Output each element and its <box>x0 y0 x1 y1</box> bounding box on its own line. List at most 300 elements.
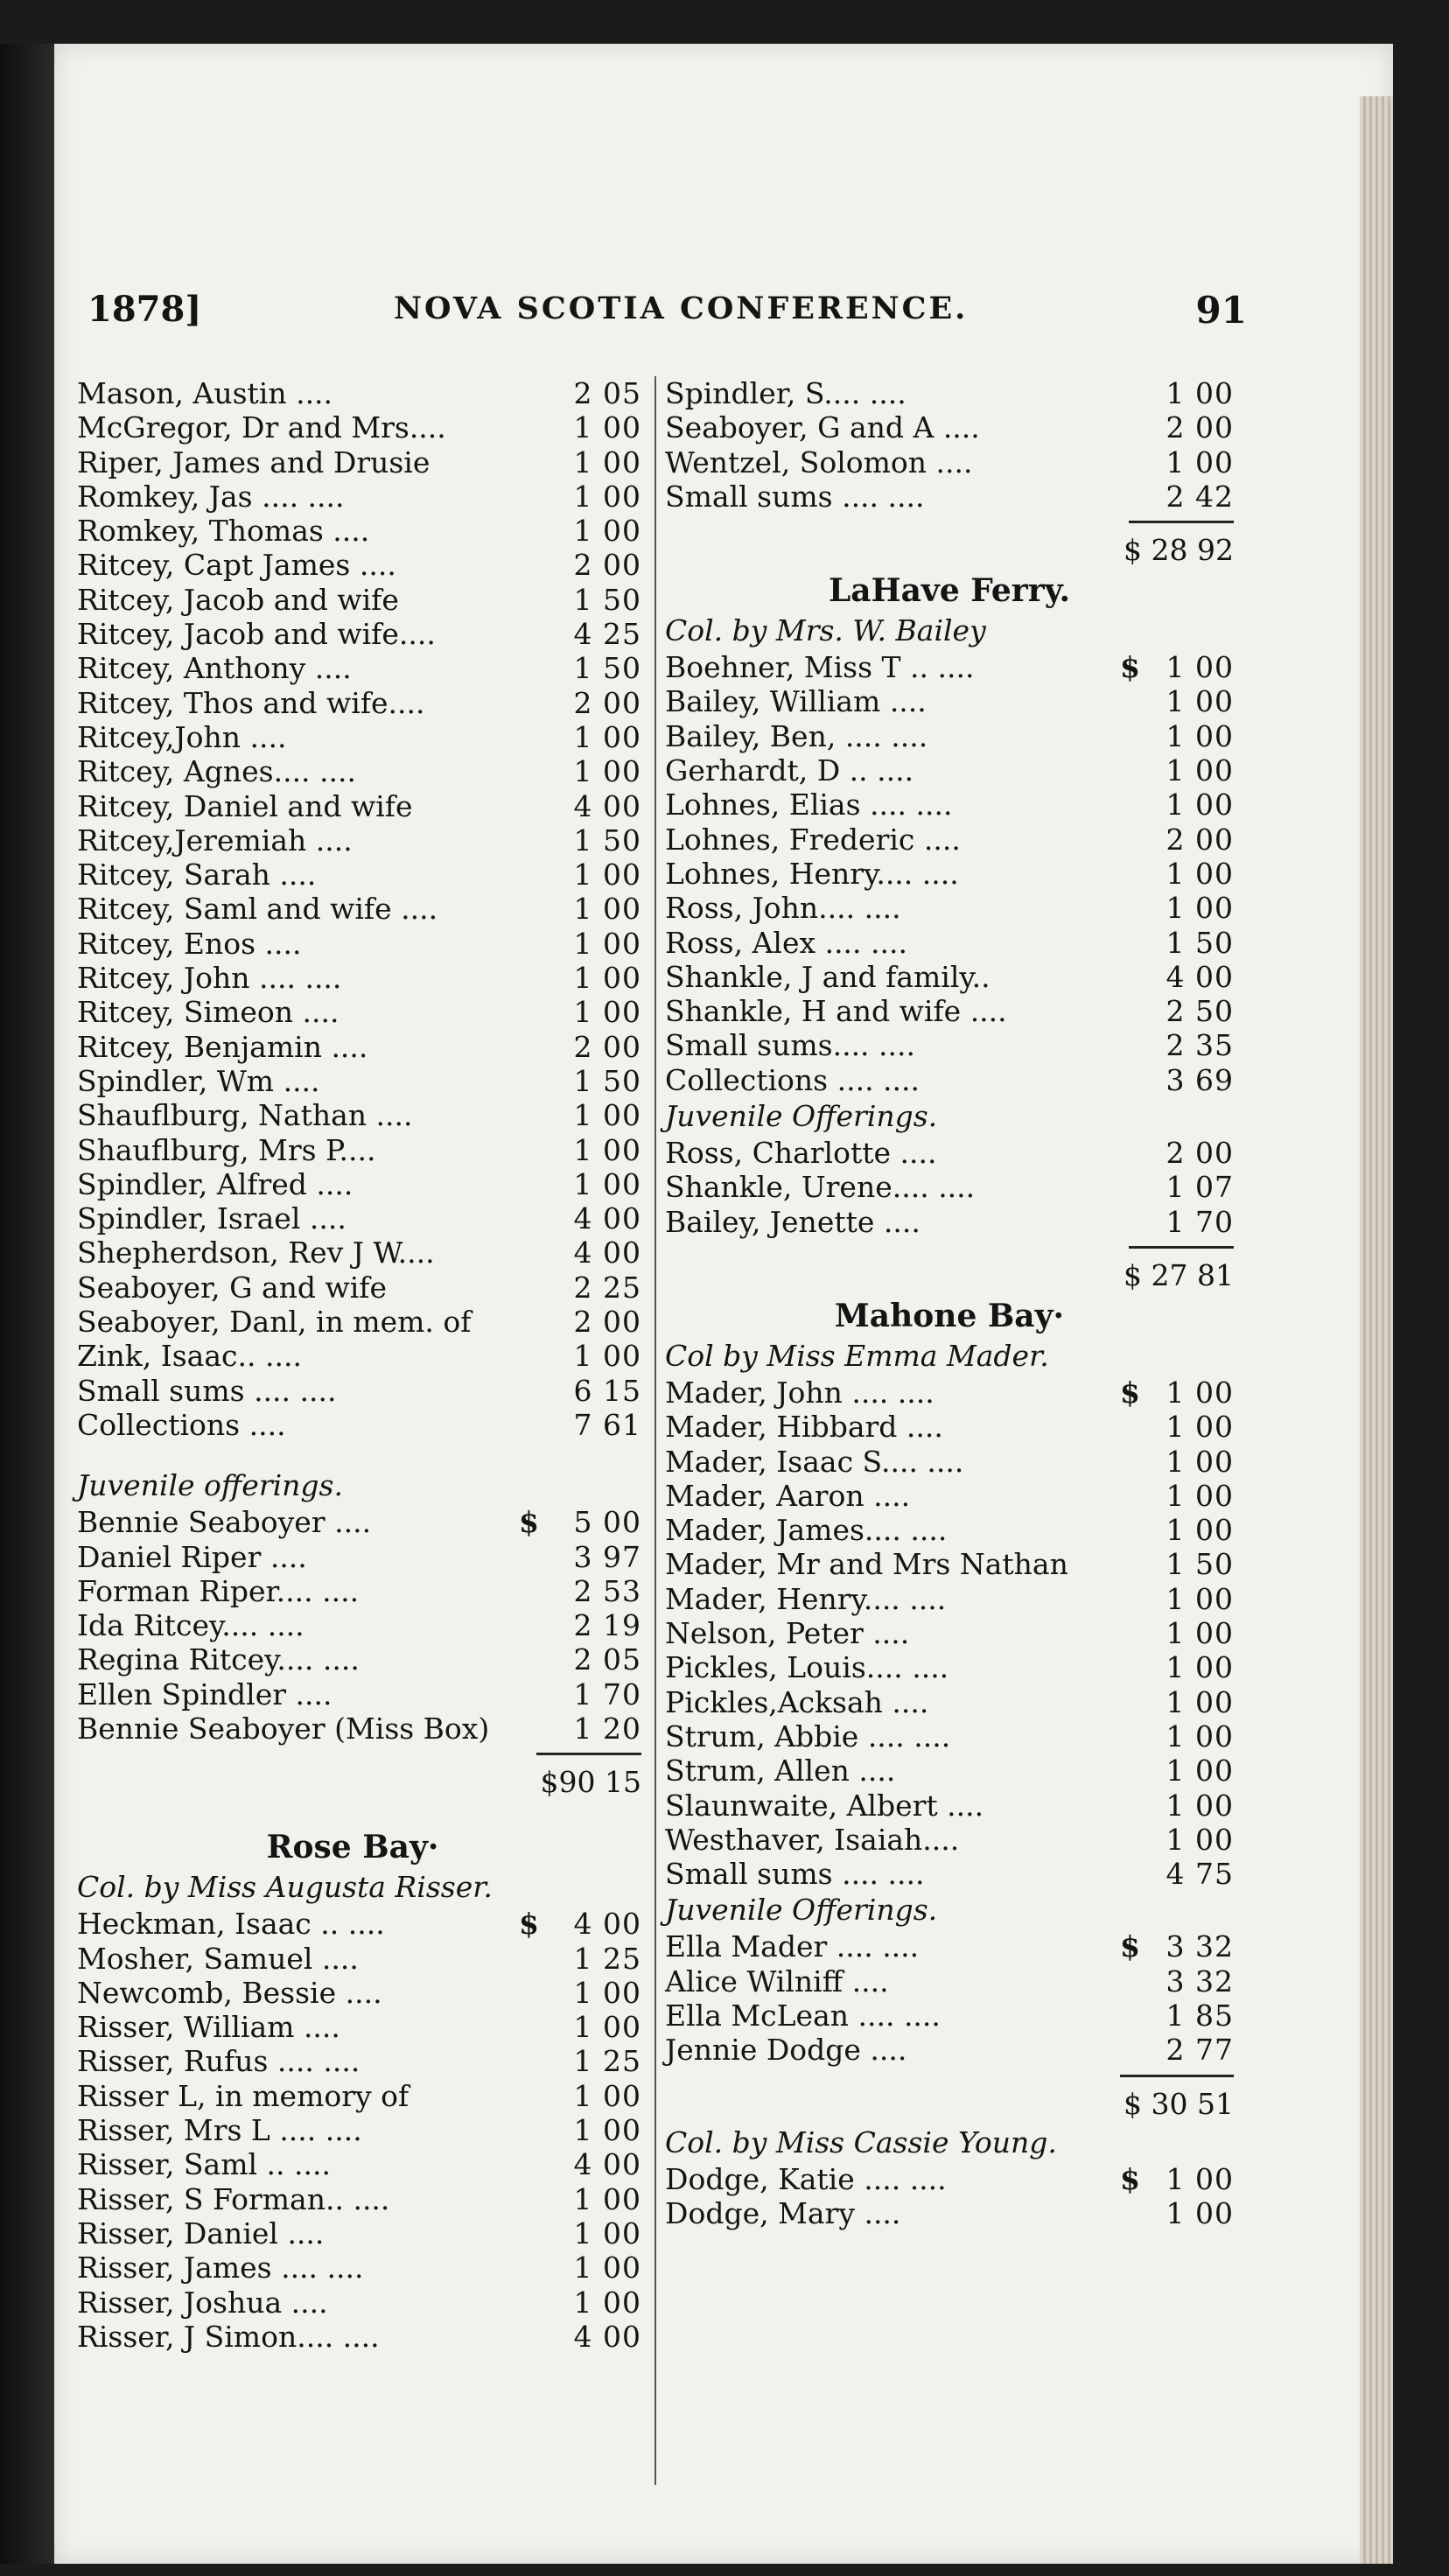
donation-amount: 1 00 <box>1166 1444 1234 1479</box>
donor-name: Risser, Rufus .... .... <box>77 2044 360 2079</box>
donor-name: Spindler, Alfred .... <box>77 1166 354 1201</box>
list-item <box>665 788 1234 822</box>
collector-line: Col. by Mrs. W. Bailey <box>665 613 986 648</box>
donation-amount: 4 00 <box>573 1907 641 1942</box>
donor-name: Slaunwaite, Albert .... <box>665 1788 984 1823</box>
section-title: Mahone Bay· <box>834 1297 1065 1334</box>
list-item <box>77 1505 641 1540</box>
donor-name: Seaboyer, G and A .... <box>665 410 980 445</box>
donation-amount: 2 00 <box>1166 1136 1234 1171</box>
donation-amount: 1 70 <box>573 1676 641 1712</box>
list-item <box>665 2196 1234 2230</box>
list-item <box>665 1998 1234 2033</box>
donation-amount: 1 00 <box>1166 788 1234 822</box>
list-item <box>77 1941 641 1976</box>
donor-name: Forman Riper.... .... <box>77 1573 360 1608</box>
donation-amount: 1 00 <box>1166 444 1234 480</box>
list-item <box>77 1573 641 1608</box>
section-title: LaHave Ferry. <box>828 572 1071 610</box>
list-item <box>665 2033 1234 2067</box>
donor-name: Collections .... .... <box>665 1062 920 1097</box>
donor-name: Risser, S Forman.. .... <box>77 2181 390 2216</box>
donation-amount: 2 00 <box>573 685 641 720</box>
total-rule-row <box>665 514 1234 531</box>
list-item <box>665 1823 1234 1857</box>
donor-name: Romkey, Thomas .... <box>77 514 370 549</box>
list-item <box>665 994 1234 1028</box>
donor-name: Mader, Hibbard .... <box>665 1410 943 1445</box>
list-item <box>77 479 641 514</box>
donor-name: Zink, Isaac.. .... <box>77 1339 302 1374</box>
donor-name: Mader, Aaron .... <box>665 1478 911 1513</box>
list-item <box>665 1479 1234 1513</box>
donor-name: Risser, William .... <box>77 2010 340 2045</box>
list-item <box>77 582 641 617</box>
section-total <box>77 1763 641 1802</box>
collector-line: Col. by Miss Cassie Young. <box>665 2124 1057 2160</box>
donation-amount: 1 00 <box>573 479 641 514</box>
donation-amount: 1 00 <box>573 961 641 996</box>
donation-amount: 1 00 <box>1166 718 1234 753</box>
donor-name: Ritcey, Simeon .... <box>77 995 340 1030</box>
donation-amount: 4 75 <box>1166 1857 1234 1892</box>
donation-amount: 1 00 <box>573 2181 641 2216</box>
donor-name: Shauflburg, Mrs P.... <box>77 1132 376 1167</box>
donation-amount: 1 00 <box>1166 2161 1234 2196</box>
donor-name: Spindler, Wm .... <box>77 1063 320 1098</box>
right-column <box>665 376 1234 2230</box>
donation-amount: 4 00 <box>1166 959 1234 994</box>
list-item <box>665 1582 1234 1616</box>
donation-amount: 1 20 <box>573 1711 641 1746</box>
donor-name: Ritcey, Jacob and wife.... <box>77 617 436 652</box>
donation-amount: 1 00 <box>1166 1822 1234 1857</box>
donor-name: Dodge, Mary .... <box>665 2195 901 2230</box>
donation-amount: 7 61 <box>573 1407 641 1442</box>
donor-name: Bennie Seaboyer (Miss Box) <box>77 1711 490 1746</box>
donation-amount: 1 00 <box>1166 1754 1234 1788</box>
section-total <box>665 531 1234 570</box>
donor-name: Mader, James.... .... <box>665 1513 948 1548</box>
header-year: 1878] <box>88 289 202 330</box>
list-item <box>77 1676 641 1712</box>
list-item <box>77 2216 641 2250</box>
donation-amount: 1 50 <box>573 822 641 858</box>
donation-amount: 3 97 <box>573 1539 641 1574</box>
donor-name: Ella McLean .... .... <box>665 1998 941 2033</box>
donor-name: Ritcey, Saml and wife .... <box>77 892 438 927</box>
donor-name: Shauflburg, Nathan .... <box>77 1098 413 1133</box>
list-item <box>665 2162 1234 2196</box>
donor-name: Newcomb, Bessie .... <box>77 1975 382 2010</box>
donor-name: Ritcey, John .... .... <box>77 961 342 996</box>
donation-amount: 2 05 <box>573 1642 641 1677</box>
donor-name: Strum, Allen .... <box>665 1754 896 1788</box>
donation-amount: 1 00 <box>573 2113 641 2148</box>
donation-amount: 1 50 <box>1166 1547 1234 1582</box>
juvenile-heading: Juvenile offerings. <box>77 1468 343 1503</box>
list-item <box>665 1788 1234 1823</box>
donor-name: Mason, Austin .... <box>77 376 333 410</box>
list-item <box>77 1975 641 2010</box>
list-item <box>77 995 641 1030</box>
list-item <box>665 1513 1234 1547</box>
donor-name: Risser, Joshua .... <box>77 2285 328 2320</box>
donation-amount: 1 00 <box>1166 1581 1234 1616</box>
donation-amount: 1 50 <box>573 651 641 686</box>
donor-name: Daniel Riper .... <box>77 1539 307 1574</box>
section-total-amount: $90 15 <box>540 1765 641 1800</box>
donation-amount: 2 00 <box>573 548 641 583</box>
list-item <box>77 651 641 686</box>
list-item <box>665 1547 1234 1581</box>
donation-amount: 4 00 <box>573 2319 641 2354</box>
donation-amount: 4 00 <box>573 1236 641 1270</box>
donation-amount: 1 00 <box>1166 753 1234 788</box>
list-item <box>77 1642 641 1677</box>
donation-amount: 2 00 <box>573 1029 641 1064</box>
list-item <box>665 960 1234 994</box>
donation-amount: 3 69 <box>1166 1062 1234 1097</box>
donation-amount: 1 25 <box>573 2044 641 2079</box>
list-item <box>665 1028 1234 1062</box>
donor-name: Shepherdson, Rev J W.... <box>77 1236 435 1270</box>
donation-amount: 3 32 <box>1166 1929 1234 1964</box>
donation-amount: 2 50 <box>1166 994 1234 1029</box>
list-item <box>77 410 641 445</box>
donation-amount: 1 00 <box>573 926 641 961</box>
donation-amount: 1 70 <box>1166 1204 1234 1239</box>
donation-amount: 1 00 <box>573 514 641 549</box>
donation-amount: 2 05 <box>573 376 641 410</box>
donor-name: Jennie Dodge .... <box>665 2033 907 2068</box>
donation-amount: 1 00 <box>1166 1788 1234 1823</box>
donor-name: Dodge, Katie .... .... <box>665 2161 947 2196</box>
donor-name: Small sums .... .... <box>665 479 925 514</box>
donor-name: Ida Ritcey.... .... <box>77 1608 304 1643</box>
currency-sign: $ <box>1120 1929 1140 1964</box>
donation-amount: 1 00 <box>573 2078 641 2113</box>
donation-amount: 1 00 <box>573 2010 641 2045</box>
list-item <box>665 684 1234 718</box>
donation-amount: 2 00 <box>1166 822 1234 857</box>
donor-name: Boehner, Miss T .. .... <box>665 650 975 685</box>
donor-name: Risser, James .... .... <box>77 2250 364 2286</box>
list-item <box>77 1098 641 1133</box>
currency-sign: $ <box>519 1505 539 1540</box>
book-left-edge <box>0 44 54 2564</box>
list-item <box>77 754 641 789</box>
donation-amount: 1 00 <box>1166 1375 1234 1410</box>
currency-sign: $ <box>1120 2161 1140 2196</box>
list-item <box>77 2113 641 2148</box>
spacer <box>77 1442 628 1466</box>
list-item <box>665 1964 1234 1998</box>
list-item <box>77 822 641 858</box>
donation-amount: 2 53 <box>573 1573 641 1608</box>
list-item <box>665 410 1234 444</box>
donation-amount: 1 00 <box>1166 650 1234 685</box>
donation-amount: 1 00 <box>573 2285 641 2320</box>
donor-name: Mader, Mr and Mrs Nathan <box>665 1547 1068 1582</box>
section-total-amount: $ 27 81 <box>1124 1257 1234 1292</box>
list-item <box>77 1711 641 1746</box>
donor-name: Ritcey,Jeremiah .... <box>77 822 353 858</box>
list-item <box>77 892 641 927</box>
list-item <box>665 1445 1234 1479</box>
donation-amount: 1 00 <box>1166 856 1234 891</box>
list-item <box>665 1719 1234 1754</box>
donor-name: Gerhardt, D .. .... <box>665 753 914 788</box>
list-item <box>77 858 641 892</box>
donation-amount: 1 00 <box>573 444 641 480</box>
donor-name: Ritcey,John .... <box>77 719 287 754</box>
donor-name: Risser, Mrs L .... .... <box>77 2113 362 2148</box>
donor-name: Small sums .... .... <box>77 1373 337 1408</box>
donation-amount: 6 15 <box>573 1373 641 1408</box>
header-title: NOVA SCOTIA CONFERENCE. <box>394 290 969 326</box>
list-item <box>77 617 641 652</box>
donor-name: Ritcey, Thos and wife.... <box>77 685 425 720</box>
collector-line: Col by Miss Emma Mader. <box>665 1338 1049 1373</box>
list-item <box>665 1136 1234 1170</box>
list-item <box>77 926 641 961</box>
donation-amount: 1 00 <box>573 1132 641 1167</box>
total-rule-row <box>77 1746 628 1763</box>
donor-name: Risser, J Simon.... .... <box>77 2319 380 2354</box>
list-item <box>77 1201 641 1236</box>
list-item <box>665 480 1234 514</box>
section-total <box>665 2085 1234 2124</box>
list-item <box>77 1407 641 1442</box>
donor-name: Westhaver, Isaiah.... <box>665 1822 960 1857</box>
donation-amount: 1 00 <box>573 2250 641 2286</box>
list-item <box>77 1166 641 1201</box>
donor-name: Strum, Abbie .... .... <box>665 1718 951 1754</box>
page-header <box>88 289 1247 332</box>
donor-name: Ritcey, Jacob and wife <box>77 582 399 617</box>
spacer <box>77 1802 628 1826</box>
donor-name: Collections .... <box>77 1407 286 1442</box>
donor-name: Regina Ritcey.... .... <box>77 1642 360 1677</box>
donor-name: Ritcey, Sarah .... <box>77 858 317 892</box>
list-item <box>77 1539 641 1574</box>
section-title: Rose Bay· <box>266 1829 439 1866</box>
total-rule <box>1120 2075 1234 2077</box>
section-total <box>665 1256 1234 1295</box>
donor-name: Ritcey, Capt James .... <box>77 548 396 583</box>
donation-amount: 1 00 <box>573 1098 641 1133</box>
list-item <box>77 788 641 823</box>
list-item <box>665 1170 1234 1204</box>
list-item <box>77 1270 641 1305</box>
donation-amount: 1 00 <box>1166 1478 1234 1513</box>
donation-amount: 1 00 <box>573 892 641 927</box>
currency-sign: $ <box>1120 1375 1140 1410</box>
total-rule-row <box>665 2068 1234 2085</box>
donor-name: Pickles, Louis.... .... <box>665 1650 949 1685</box>
donation-amount: 5 00 <box>573 1505 641 1540</box>
donor-name: Alice Wilniff .... <box>665 1964 889 1998</box>
list-item <box>665 753 1234 788</box>
list-item <box>77 2181 641 2216</box>
list-item <box>665 445 1234 480</box>
list-item <box>665 1650 1234 1684</box>
donation-amount: 1 00 <box>573 719 641 754</box>
donor-name: Lohnes, Henry.... .... <box>665 856 959 891</box>
donor-name: Small sums .... .... <box>665 1857 925 1892</box>
list-item <box>665 1376 1234 1410</box>
list-item <box>77 1373 641 1408</box>
donation-amount: 1 07 <box>1166 1170 1234 1205</box>
donor-name: Seaboyer, Danl, in mem. of <box>77 1305 472 1340</box>
donor-name: Ritcey, Enos .... <box>77 926 302 961</box>
donor-name: Ellen Spindler .... <box>77 1676 332 1712</box>
list-item <box>77 685 641 720</box>
donor-name: Small sums.... .... <box>665 1028 915 1063</box>
donation-amount: 1 00 <box>573 1166 641 1201</box>
donation-amount: 1 00 <box>573 858 641 892</box>
donation-amount: 2 00 <box>1166 410 1234 445</box>
donor-name: Risser, Daniel .... <box>77 2216 325 2250</box>
juvenile-heading: Juvenile Offerings. <box>665 1099 938 1134</box>
donation-amount: 2 77 <box>1166 2033 1234 2068</box>
donor-name: Heckman, Isaac .. .... <box>77 1907 385 1942</box>
list-item <box>665 926 1234 960</box>
donation-amount: 1 00 <box>1166 2195 1234 2230</box>
donor-name: Ella Mader .... .... <box>665 1929 920 1964</box>
list-item <box>77 1132 641 1167</box>
total-rule <box>1129 1246 1234 1249</box>
donation-amount: 1 00 <box>1166 376 1234 410</box>
list-item <box>665 891 1234 925</box>
donation-amount: 1 00 <box>1166 1513 1234 1548</box>
list-item <box>665 1929 1234 1964</box>
donor-name: McGregor, Dr and Mrs.... <box>77 410 446 445</box>
page-number: 91 <box>1195 289 1247 332</box>
left-column <box>77 376 641 2354</box>
list-item <box>77 1029 641 1064</box>
collector-line: Col. by Miss Augusta Risser. <box>77 1870 493 1905</box>
donation-amount: 2 35 <box>1166 1028 1234 1063</box>
donation-amount: 1 00 <box>1166 1410 1234 1445</box>
juvenile-heading: Juvenile Offerings. <box>665 1893 938 1928</box>
donation-amount: 3 32 <box>1166 1964 1234 1998</box>
currency-sign: $ <box>1120 650 1140 685</box>
list-item <box>665 650 1234 684</box>
list-item <box>77 2319 641 2354</box>
donation-amount: 1 00 <box>1166 891 1234 926</box>
list-item <box>77 1907 641 1942</box>
donor-name: Risser, Saml .. .... <box>77 2147 331 2182</box>
donation-amount: 1 85 <box>1166 1998 1234 2033</box>
donor-name: Risser L, in memory of <box>77 2078 410 2113</box>
donor-name: Mader, Isaac S.... .... <box>665 1444 964 1479</box>
donation-amount: 1 00 <box>1166 1616 1234 1651</box>
list-item <box>77 2044 641 2079</box>
donation-amount: 4 25 <box>573 617 641 652</box>
list-item <box>77 1339 641 1374</box>
donation-amount: 1 00 <box>1166 1718 1234 1754</box>
page-edge-stack <box>1360 96 1393 2564</box>
donation-amount: 1 50 <box>573 1063 641 1098</box>
donor-name: Bailey, Jenette .... <box>665 1204 920 1239</box>
donor-name: Nelson, Peter .... <box>665 1616 910 1651</box>
list-item <box>665 1616 1234 1650</box>
list-item <box>665 822 1234 857</box>
currency-sign: $ <box>519 1907 539 1942</box>
donor-name: Ritcey, Agnes.... .... <box>77 754 356 789</box>
list-item <box>77 2147 641 2182</box>
donor-name: Bennie Seaboyer .... <box>77 1505 372 1540</box>
donor-name: Wentzel, Solomon .... <box>665 444 973 480</box>
list-item <box>77 1063 641 1098</box>
list-item <box>665 1857 1234 1891</box>
total-rule <box>536 1753 641 1755</box>
list-item <box>665 1063 1234 1097</box>
donor-name: Ross, John.... .... <box>665 891 901 926</box>
total-rule <box>1129 521 1234 523</box>
list-item <box>77 514 641 549</box>
list-item <box>77 1608 641 1643</box>
donor-name: Mader, John .... .... <box>665 1375 934 1410</box>
list-item <box>77 1305 641 1340</box>
donation-amount: 2 19 <box>573 1608 641 1643</box>
donor-name: Bailey, Ben, .... .... <box>665 718 928 753</box>
donor-name: Spindler, Israel .... <box>77 1201 346 1236</box>
list-item <box>77 376 641 410</box>
list-item <box>77 961 641 996</box>
list-item <box>77 444 641 480</box>
section-total-amount: $ 30 51 <box>1124 2086 1234 2121</box>
donation-amount: 4 00 <box>573 788 641 823</box>
list-item <box>77 719 641 754</box>
list-item <box>665 857 1234 891</box>
list-item <box>77 2078 641 2113</box>
list-item <box>77 2250 641 2286</box>
list-item <box>77 2010 641 2045</box>
list-item <box>77 2285 641 2320</box>
donation-amount: 1 00 <box>1166 684 1234 719</box>
donation-amount: 1 00 <box>1166 1684 1234 1719</box>
donation-amount: 2 42 <box>1166 479 1234 514</box>
list-item <box>665 376 1234 410</box>
donor-name: Mosher, Samuel .... <box>77 1941 359 1976</box>
donor-name: Shankle, Urene.... .... <box>665 1170 976 1205</box>
donor-name: Riper, James and Drusie <box>77 444 430 480</box>
donation-amount: 1 00 <box>573 1339 641 1374</box>
list-item <box>665 1685 1234 1719</box>
donation-amount: 1 00 <box>573 410 641 445</box>
donation-amount: 1 00 <box>573 2216 641 2250</box>
donation-amount: 1 25 <box>573 1941 641 1976</box>
donation-amount: 1 00 <box>573 1975 641 2010</box>
donation-amount: 1 00 <box>1166 1650 1234 1685</box>
donation-amount: 1 50 <box>1166 925 1234 960</box>
donor-name: Mader, Henry.... .... <box>665 1581 947 1616</box>
donor-name: Seaboyer, G and wife <box>77 1270 388 1305</box>
column-divider <box>654 376 656 2485</box>
donation-amount: 1 00 <box>573 995 641 1030</box>
donor-name: Romkey, Jas .... .... <box>77 479 345 514</box>
donor-name: Ross, Alex .... .... <box>665 925 907 960</box>
list-item <box>665 719 1234 753</box>
donor-name: Ritcey, Anthony .... <box>77 651 352 686</box>
donor-name: Ritcey, Benjamin .... <box>77 1029 368 1064</box>
list-item <box>665 1754 1234 1788</box>
donor-name: Ritcey, Daniel and wife <box>77 788 413 823</box>
donor-name: Spindler, S.... .... <box>665 376 906 410</box>
